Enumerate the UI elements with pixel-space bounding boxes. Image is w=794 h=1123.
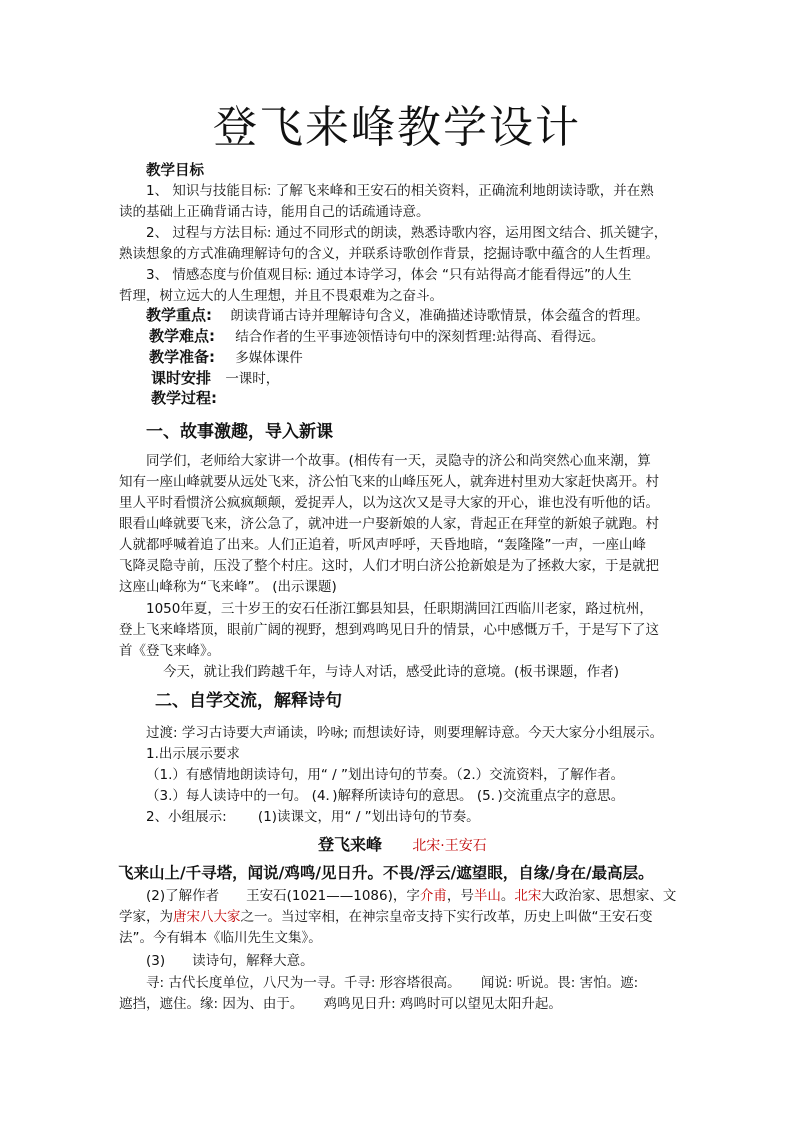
section-1-paragraph-line: 人就都呼喊着追了出来。人们正追着，听风声呼呼，天昏地暗，“轰隆隆”一声，一座山峰: [119, 537, 646, 553]
glossary-line-1: 寻: 古代长度单位，八尺为一寻。千寻: 形容塔很高。 闻说: 听说。畏: 害怕。遮:: [146, 975, 639, 991]
author-group: 唐宋八大家: [173, 909, 241, 925]
section-1-paragraph-line: 眼看山峰就要飞来，济公急了，就冲进一户娶新娘的人家，背起正在拜堂的新娘子就跑。村: [119, 516, 659, 532]
preparation: [149, 348, 303, 367]
key-points-label: 教学重点:: [146, 306, 212, 324]
glossary-line-2: 遮挡，遮住。缘: 因为、由于。 鸡鸣见日升: 鸡鸣时可以望见太阳升起。: [119, 996, 562, 1012]
difficulties-text: 结合作者的生平事迹领悟诗句中的深刻哲理:站得高、看得远。: [235, 329, 605, 345]
poem-author: 北宋·王安石: [412, 838, 487, 854]
objective-1-line-2: 读的基础上正确背诵古诗，能用自己的话疏通诗意。: [119, 204, 430, 220]
section-1-paragraph-line: 飞降灵隐寺前，压没了整个村庄。这时，人们才明白济公抢新娘是为了拯救大家，于是就把: [119, 558, 659, 574]
section-1-paragraph-2-line: 登上飞来峰塔顶，眼前广阔的视野，想到鸡鸣见日升的情景，心中感慨万千，于是写下了这: [119, 622, 659, 638]
section-2-transition: 过渡: 学习古诗要大声诵读，吟咏; 而想读好诗，则要理解诗意。今天大家分小组展示。: [146, 725, 664, 741]
author-intro-text: ，号: [446, 888, 474, 904]
section-1-paragraph-line: 知有一座山峰就要从远处飞来，济公怕飞来的山峰压死人，就奔进村里劝大家赶快离开。村: [119, 474, 659, 490]
author-intro-line-2: [119, 908, 653, 926]
objective-2-line-2: 熟读想象的方式准确理解诗句的含义，并联系诗歌创作背景，挖掘诗歌中蕴含的人生哲理。: [119, 246, 659, 262]
schedule: [151, 369, 279, 388]
key-points-text: 朗读背诵古诗并理解诗句含义，准确描述诗歌情景，体会蕴含的哲理。: [230, 308, 649, 324]
reading-heading: (3) 读诗句，解释大意。: [146, 953, 314, 969]
process: [151, 389, 217, 408]
page-title: 登飞来峰教学设计: [213, 102, 581, 153]
author-intro-text: (2)了解作者 王安石(1021——1086)，字: [146, 888, 420, 904]
objective-1-line-1: 1、 知识与技能目标: 了解飞来峰和王安石的相关资料，正确流利地朗读诗歌，并在熟: [146, 183, 654, 199]
difficulties: [149, 327, 604, 346]
author-courtesy-name: 介甫: [419, 888, 447, 904]
section-2-requirements-heading: 1.出示展示要求: [146, 746, 240, 762]
poem-text: 飞来山上/千寻塔，闻说/鸡鸣/见日升。不畏/浮云/遮望眼，自缘/身在/最高层。: [118, 863, 654, 882]
section-1-paragraph-2-line: 1050年夏，三十岁王的安石任浙江鄞县知县，任职期满回江西临川老家，路过杭州，: [146, 601, 653, 617]
author-intro-text: 大政治家、思想家、文: [541, 888, 677, 904]
section-1-paragraph-line: 里人平时看惯济公疯疯颠颠，爱捉弄人，以为这次又是寻大家的开心，谁也没有听他的话。: [119, 495, 659, 511]
objective-3-line-1: 3、 情感态度与价值观目标: 通过本诗学习，体会 “只有站得高才能看得远”的人生: [146, 267, 632, 283]
objectives-heading: 教学目标: [146, 163, 204, 179]
schedule-label: 课时安排: [151, 369, 212, 387]
objective-2-line-1: 2、 过程与方法目标: 通过不同形式的朗读，熟悉诗歌内容，运用图文结合、抓关键字，: [146, 225, 668, 241]
author-pseudonym: 半山: [473, 888, 501, 904]
preparation-label: 教学准备:: [149, 348, 215, 366]
author-dynasty: 北宋: [514, 888, 542, 904]
section-1-paragraph-line: 同学们，老师给大家讲一个故事。(相传有一天，灵隐寺的济公和尚突然心血来潮，算: [146, 453, 651, 469]
author-intro-text: 之一。当过宰相，在神宗皇帝支持下实行改革，历史上叫做“王安石变: [240, 909, 653, 925]
section-2-requirement-line: （1.）有感情地朗读诗句，用“ / ”划出诗句的节奏。（2.）交流资料，了解作者。: [146, 767, 625, 783]
section-2-heading: 二、自学交流，解释诗句: [155, 691, 342, 711]
objective-3-line-2: 哲理，树立远大的人生理想，并且不畏艰难为之奋斗。: [119, 288, 443, 304]
section-1-paragraph-2-line: 首《登飞来峰》。: [119, 643, 221, 659]
author-intro-text: 学家，为: [119, 909, 173, 925]
key-points: [146, 306, 649, 325]
author-intro-line-3: 法”。今有辑本《临川先生文集》。: [119, 930, 322, 946]
section-2-requirement-line: （3.）每人读诗中的一句。 (4．)解释所读诗句的意思。 (5．)交流重点字的意思。: [146, 788, 625, 804]
poem-title: 登飞来峰: [318, 835, 383, 854]
process-label: 教学过程:: [151, 389, 217, 407]
author-intro-line-1: [146, 887, 676, 905]
schedule-text: 一课时，: [225, 371, 280, 387]
section-2-group-display: 2、小组展示: (1)读课文，用“ / ”划出诗句的节奏。: [146, 809, 480, 825]
section-1-paragraph-3: 今天，就让我们跨越千年，与诗人对话，感受此诗的意境。(板书课题，作者): [163, 664, 620, 680]
difficulties-label: 教学难点:: [149, 327, 215, 345]
author-intro-text: 。: [500, 888, 515, 904]
poem-header: [318, 836, 487, 855]
section-1-heading: 一、故事激趣，导入新课: [146, 422, 333, 442]
section-1-paragraph-line: 这座山峰称为“飞来峰”。 (出示课题): [119, 579, 337, 595]
preparation-text: 多媒体课件: [235, 350, 303, 366]
